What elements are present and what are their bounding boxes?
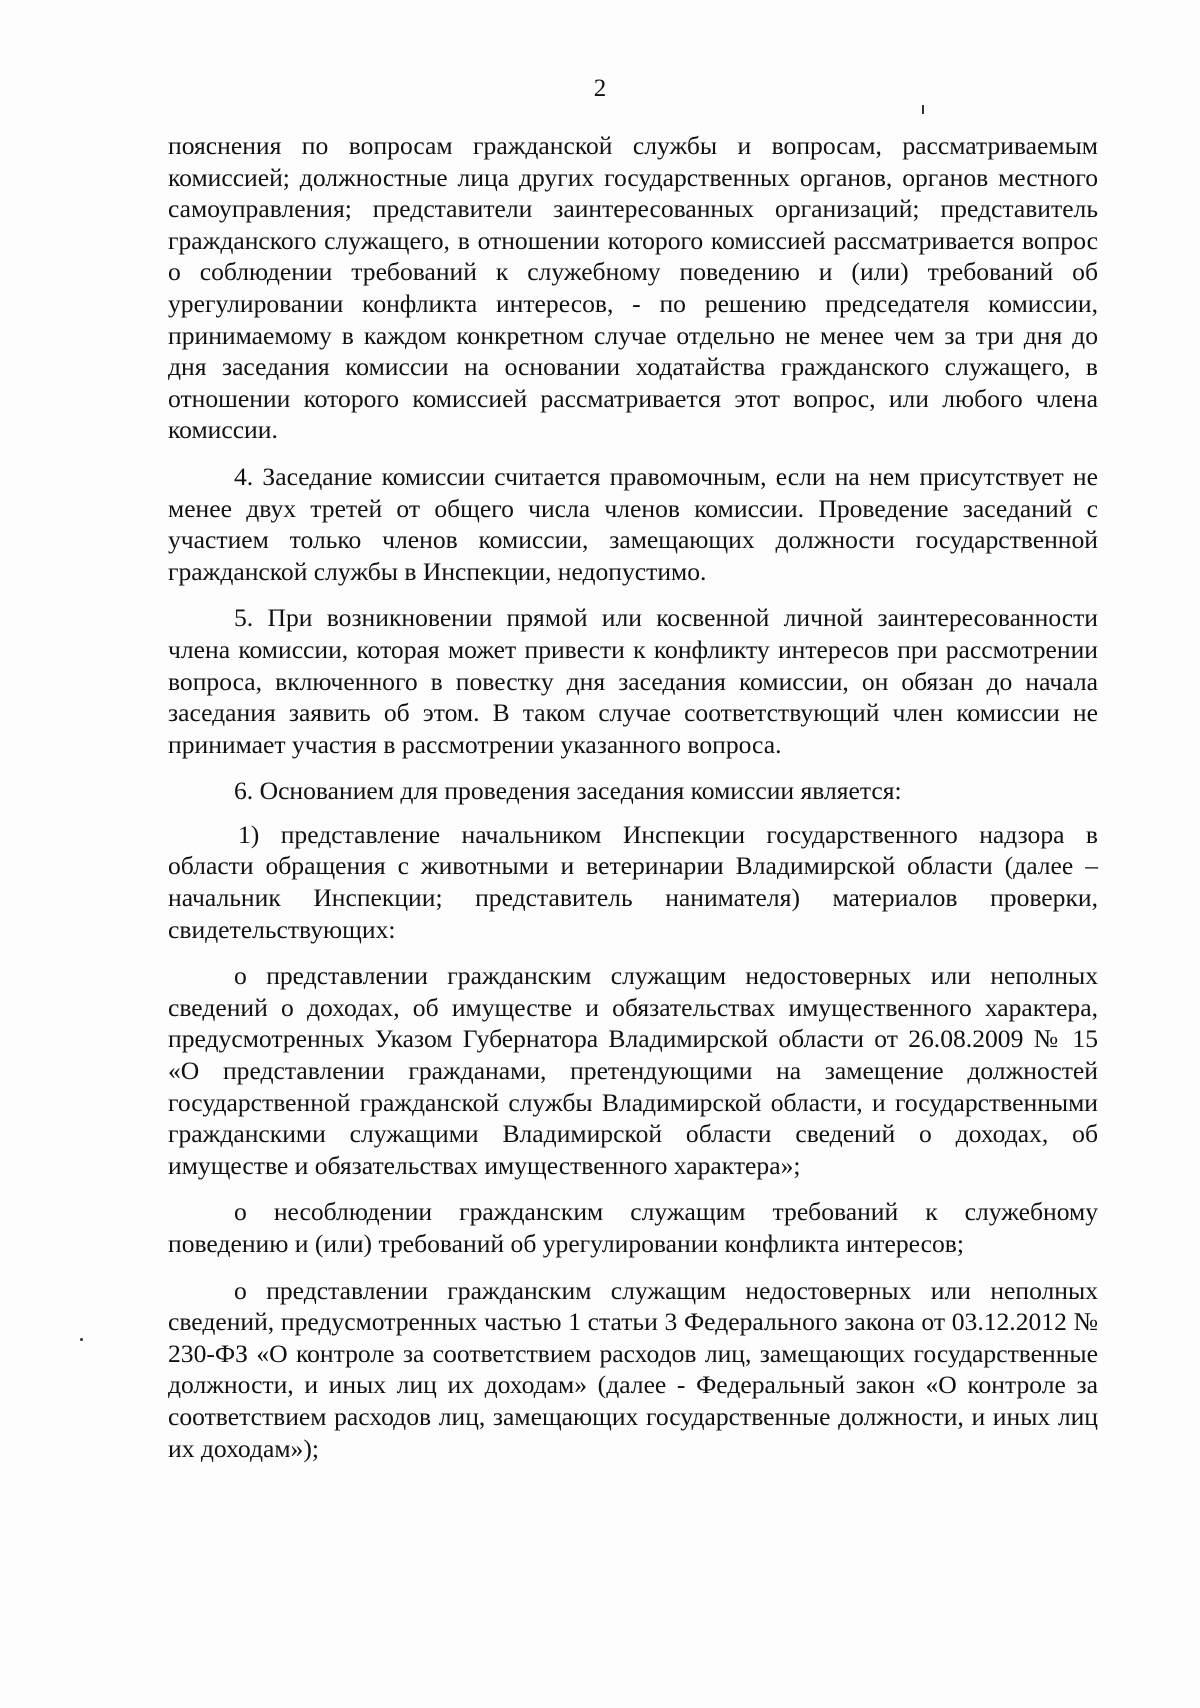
paragraph-subitem-1: 1) представление начальником Инспекции государственного надзора в области обращения с животными и ветеринарии Владимирской области (далее – начальник Инспекции; представитель нанимателя) материалов проверки, свидетельствующих: — [168, 819, 1098, 944]
paragraph-continuation: пояснения по вопросам гражданской службы и вопросам, рассматриваемым комиссией; должностные лица других государственных органов, органов местного самоуправления; представители заинтересованных организаций; представитель гражданского служащего, в отношении которого комиссией рассматривается вопрос о соблюдении требований к служебному поведению и (или) требований об урегулировании конфликта интересов, - по решению председателя комиссии, принимаемому в каждом конкретном случае отдельно не менее чем за три дня до дня заседания комиссии на основании ходатайства гражданского служащего, в отношении которого комиссией рассматривается этот вопрос, или любого члена комиссии. — [168, 131, 1098, 445]
paragraph-item-4: 4. Заседание комиссии считается правомочным, если на нем присутствует не менее двух третей от общего числа членов комиссии. Проведение заседаний с участием только членов комиссии, замещающих должности государственной гражданской службы в Инспекции, недопустимо. — [168, 461, 1098, 586]
paragraph-bullet-2: о несоблюдении гражданским служащим требований к служебному поведению и (или) требований об урегулировании конфликта интересов; — [168, 1197, 1098, 1258]
paragraph-bullet-3: о представлении гражданским служащим недостоверных или неполных сведений, предусмотренных частью 1 статьи 3 Федерального закона от 03.12.2012 № 230-ФЗ «О контроле за соответствием расходов лиц, замещающих государственные должности, и иных лиц их доходам» (далее - Федеральный закон «О контроле за соответствием расходов лиц, замещающих государственные должности, и иных лиц их доходам»); — [168, 1275, 1098, 1463]
page-number: 2 — [593, 75, 607, 102]
paragraph-item-6: 6. Основанием для проведения заседания комиссии является: — [234, 776, 902, 806]
document-body — [168, 130, 1098, 1464]
paragraph-item-5: 5. При возникновении прямой или косвенной личной заинтересованности члена комиссии, которая может привести к конфликту интересов при рассмотрении вопроса, включенного в повестку дня заседания комиссии, он обязан до начала заседания заявить об этом. В таком случае соответствующий член комиссии не принимает участия в рассмотрении указанного вопроса. — [168, 603, 1098, 759]
paragraph-bullet-1: о представлении гражданским служащим недостоверных или неполных сведений о доходах, об имуществе и обязательствах имущественного характера, предусмотренных Указом Губернатора Владимирской области от 26.08.2009 № 15 «О представлении гражданами, претендующими на замещение должностей государственной гражданской службы Владимирской области, и государственными гражданскими служащими Владимирской области сведений о доходах, об имуществе и обязательствах имущественного характера»; — [168, 961, 1098, 1180]
scan-artifact — [922, 105, 924, 114]
scan-artifact — [80, 1338, 83, 1341]
